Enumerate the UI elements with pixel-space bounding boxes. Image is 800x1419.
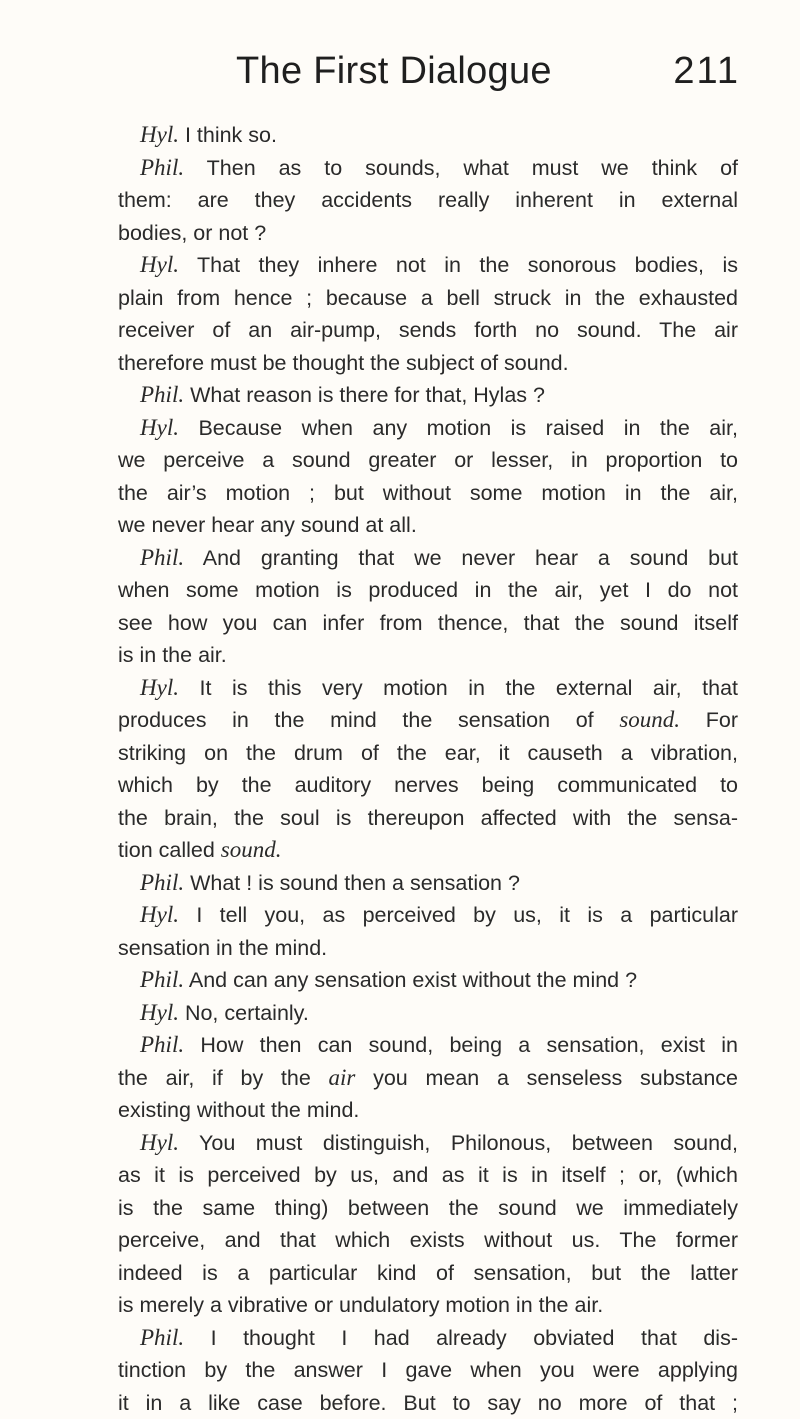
text-line (118, 249, 738, 282)
text-line (118, 672, 738, 705)
speaker-label: Hyl. (140, 902, 179, 927)
line-text: I tell you, as perceived by us, it is a particular (179, 903, 738, 927)
line-text: existing without the mind. (118, 1098, 359, 1122)
text-line (118, 1094, 738, 1127)
text-line (118, 1387, 738, 1419)
line-text: No, certainly. (179, 1001, 309, 1025)
speaker-label: Hyl. (140, 675, 179, 700)
text-line (118, 802, 738, 835)
line-text: indeed is a particular kind of sensation, but the latter (118, 1261, 738, 1285)
line-text: produces in the mind the sensation of (118, 708, 619, 732)
line-text: Then as to sounds, what must we think of (184, 156, 738, 180)
text-line (118, 152, 738, 185)
text-line (118, 379, 738, 412)
text-line (118, 867, 738, 900)
text-line (118, 412, 738, 445)
text-line (118, 899, 738, 932)
text-line (118, 1029, 738, 1062)
text-line (118, 964, 738, 997)
line-text: And can any sensation exist without the mind ? (184, 968, 637, 992)
line-text: I thought I had already obviated that dis- (184, 1326, 738, 1350)
speaker-label: Hyl. (140, 252, 179, 277)
text-line (118, 737, 738, 770)
text-line (118, 704, 738, 737)
line-text: How then can sound, being a sensation, exist in (184, 1033, 738, 1057)
line-text: tinction by the answer I gave when you were applying (118, 1358, 738, 1382)
text-line (118, 1322, 738, 1355)
line-text: What reason is there for that, Hylas ? (184, 383, 545, 407)
line-text: therefore must be thought the subject of sound. (118, 351, 569, 375)
text-line (118, 477, 738, 510)
line-text: we perceive a sound greater or lesser, in proportion to (118, 448, 738, 472)
dialogue-text (118, 119, 738, 1419)
line-text: the air, if by the (118, 1066, 329, 1090)
speaker-label: Hyl. (140, 1130, 179, 1155)
line-text: is the same thing) between the sound we immediately (118, 1196, 738, 1220)
line-text: What ! is sound then a sensation ? (184, 871, 520, 895)
speaker-label: Hyl. (140, 122, 179, 147)
line-text: the brain, the soul is thereupon affected with the sensa- (118, 806, 738, 830)
line-text: the air’s motion ; but without some motion in the air, (118, 481, 738, 505)
text-line (118, 444, 738, 477)
text-line (118, 314, 738, 347)
line-text: It is this very motion in the external air, that (179, 676, 738, 700)
line-text: when some motion is produced in the air, yet I do not (118, 578, 738, 602)
line-text: perceive, and that which exists without us. The former (118, 1228, 738, 1252)
speaker-label: Phil. (140, 382, 184, 407)
line-text: receiver of an air-pump, sends forth no sound. The air (118, 318, 738, 342)
line-text: is in the air. (118, 643, 227, 667)
speaker-label: Phil. (140, 870, 184, 895)
line-text: sensation in the mind. (118, 936, 327, 960)
line-text: Because when any motion is raised in the air, (179, 416, 738, 440)
text-line (118, 834, 738, 867)
text-line (118, 639, 738, 672)
text-line (118, 509, 738, 542)
line-text: tion called (118, 838, 221, 862)
text-line (118, 1257, 738, 1290)
text-line (118, 1192, 738, 1225)
line-text: which by the auditory nerves being communicated to (118, 773, 738, 797)
text-line (118, 1159, 738, 1192)
line-text: bodies, or not ? (118, 221, 266, 245)
line-text: That they inhere not in the sonorous bodies, is (179, 253, 738, 277)
text-line (118, 932, 738, 965)
text-line (118, 574, 738, 607)
text-line (118, 217, 738, 250)
speaker-label: Phil. (140, 1325, 184, 1350)
line-text: is merely a vibrative or undulatory motion in the air. (118, 1293, 603, 1317)
text-line (118, 769, 738, 802)
text-line (118, 997, 738, 1030)
text-line (118, 1354, 738, 1387)
line-text: plain from hence ; because a bell struck in the exhausted (118, 286, 738, 310)
text-line (118, 119, 738, 152)
text-line (118, 1289, 738, 1322)
italic-word: sound. (221, 837, 282, 862)
line-text: you mean a senseless substance (355, 1066, 738, 1090)
text-line (118, 1127, 738, 1160)
speaker-label: Phil. (140, 1032, 184, 1057)
line-text: I think so. (179, 123, 277, 147)
text-line (118, 347, 738, 380)
line-text: For (680, 708, 738, 732)
page-number: 211 (673, 50, 740, 93)
italic-word: air (329, 1065, 356, 1090)
speaker-label: Hyl. (140, 1000, 179, 1025)
line-text: it in a like case before. But to say no more of that ; (118, 1391, 738, 1415)
text-line (118, 607, 738, 640)
line-text: we never hear any sound at all. (118, 513, 417, 537)
running-title: The First Dialogue (236, 50, 552, 93)
page-header (120, 50, 740, 106)
italic-word: sound. (619, 707, 680, 732)
text-line (118, 1224, 738, 1257)
text-line (118, 184, 738, 217)
speaker-label: Phil. (140, 155, 184, 180)
speaker-label: Phil. (140, 545, 184, 570)
line-text: as it is perceived by us, and as it is in itself ; or, (which (118, 1163, 738, 1187)
line-text: see how you can infer from thence, that the sound itself (118, 611, 738, 635)
line-text: And granting that we never hear a sound but (184, 546, 738, 570)
line-text: You must distinguish, Philonous, between sound, (179, 1131, 738, 1155)
line-text: striking on the drum of the ear, it causeth a vibration, (118, 741, 738, 765)
text-line (118, 1062, 738, 1095)
speaker-label: Phil. (140, 967, 184, 992)
text-line (118, 282, 738, 315)
text-line (118, 542, 738, 575)
line-text: them: are they accidents really inherent in external (118, 188, 738, 212)
speaker-label: Hyl. (140, 415, 179, 440)
